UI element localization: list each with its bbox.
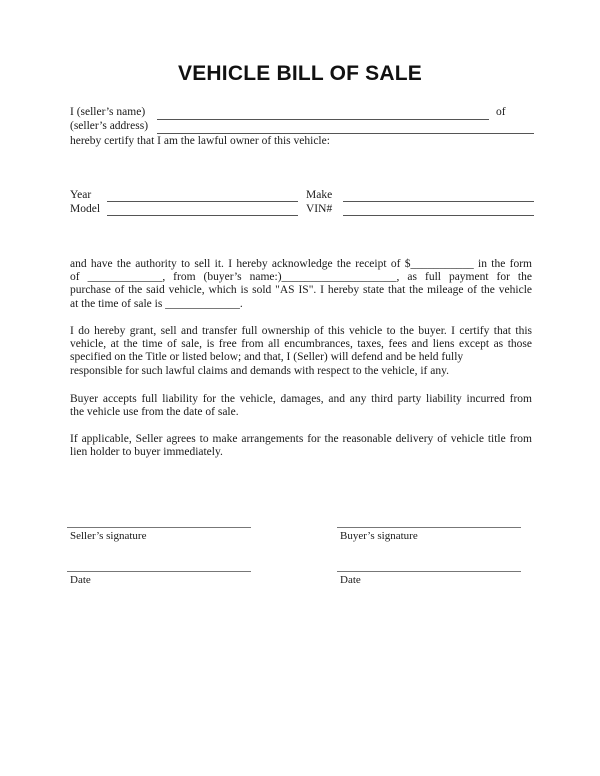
paragraph-line: vehicle, at the time of sale, is free from all encumbrances, taxes, fees and liens except as those xyxy=(70,338,532,351)
document-title: VEHICLE BILL OF SALE xyxy=(178,62,422,85)
paragraph-line: specified on the Title or listed below; and that, I (Seller) will defend and be held fully xyxy=(70,351,464,364)
paragraph-line: the vehicle use from the date of sale. xyxy=(70,406,239,419)
paragraph-line: If applicable, Seller agrees to make arrangements for the reasonable delivery of vehicle title from xyxy=(70,433,532,445)
paragraph-line: and have the authority to sell it. I hereby acknowledge the receipt of $___________ in the form xyxy=(70,258,532,270)
model-field[interactable] xyxy=(107,215,298,216)
seller-name-suffix: of xyxy=(496,106,506,118)
buyer-date-field[interactable] xyxy=(337,571,521,572)
liability-paragraph xyxy=(70,393,532,419)
certify-text: hereby certify that I am the lawful owner of this vehicle: xyxy=(70,135,330,147)
make-field[interactable] xyxy=(343,201,534,202)
buyer-date-label: Date xyxy=(340,574,361,586)
seller-name-label: I (seller’s name) xyxy=(70,106,146,118)
paragraph-line: I do hereby grant, sell and transfer full ownership of this vehicle to the buyer. I certify that this xyxy=(70,325,532,337)
paragraph-line: of _____________, from (buyer’s name:)____________________, as full payment for the xyxy=(70,271,532,284)
year-field[interactable] xyxy=(107,201,298,202)
transfer-paragraph xyxy=(70,325,532,378)
vin-label: VIN# xyxy=(306,203,333,215)
year-label: Year xyxy=(70,189,92,201)
seller-name-field[interactable] xyxy=(157,119,489,120)
seller-address-label: (seller’s address) xyxy=(70,120,149,132)
buyer-signature-field[interactable] xyxy=(337,527,521,528)
title-delivery-paragraph xyxy=(70,433,532,459)
vin-field[interactable] xyxy=(343,215,534,216)
paragraph-line: purchase of the said vehicle, which is sold "AS IS". I hereby state that the mileage of the vehicle xyxy=(70,284,532,297)
seller-date-label: Date xyxy=(70,574,91,586)
model-label: Model xyxy=(70,203,101,215)
seller-signature-label: Seller’s signature xyxy=(70,530,147,542)
paragraph-line: lien holder to buyer immediately. xyxy=(70,446,223,459)
seller-signature-field[interactable] xyxy=(67,527,251,528)
payment-paragraph xyxy=(70,258,532,311)
seller-date-field[interactable] xyxy=(67,571,251,572)
paragraph-line: Buyer accepts full liability for the vehicle, damages, and any third party liability incurred from xyxy=(70,393,532,405)
buyer-signature-label: Buyer’s signature xyxy=(340,530,418,542)
seller-address-field[interactable] xyxy=(157,133,534,134)
make-label: Make xyxy=(306,189,333,201)
paragraph-line: at the time of sale is _____________. xyxy=(70,297,243,310)
paragraph-line: responsible for such lawful claims and demands with respect to the vehicle, if any. xyxy=(70,364,449,377)
